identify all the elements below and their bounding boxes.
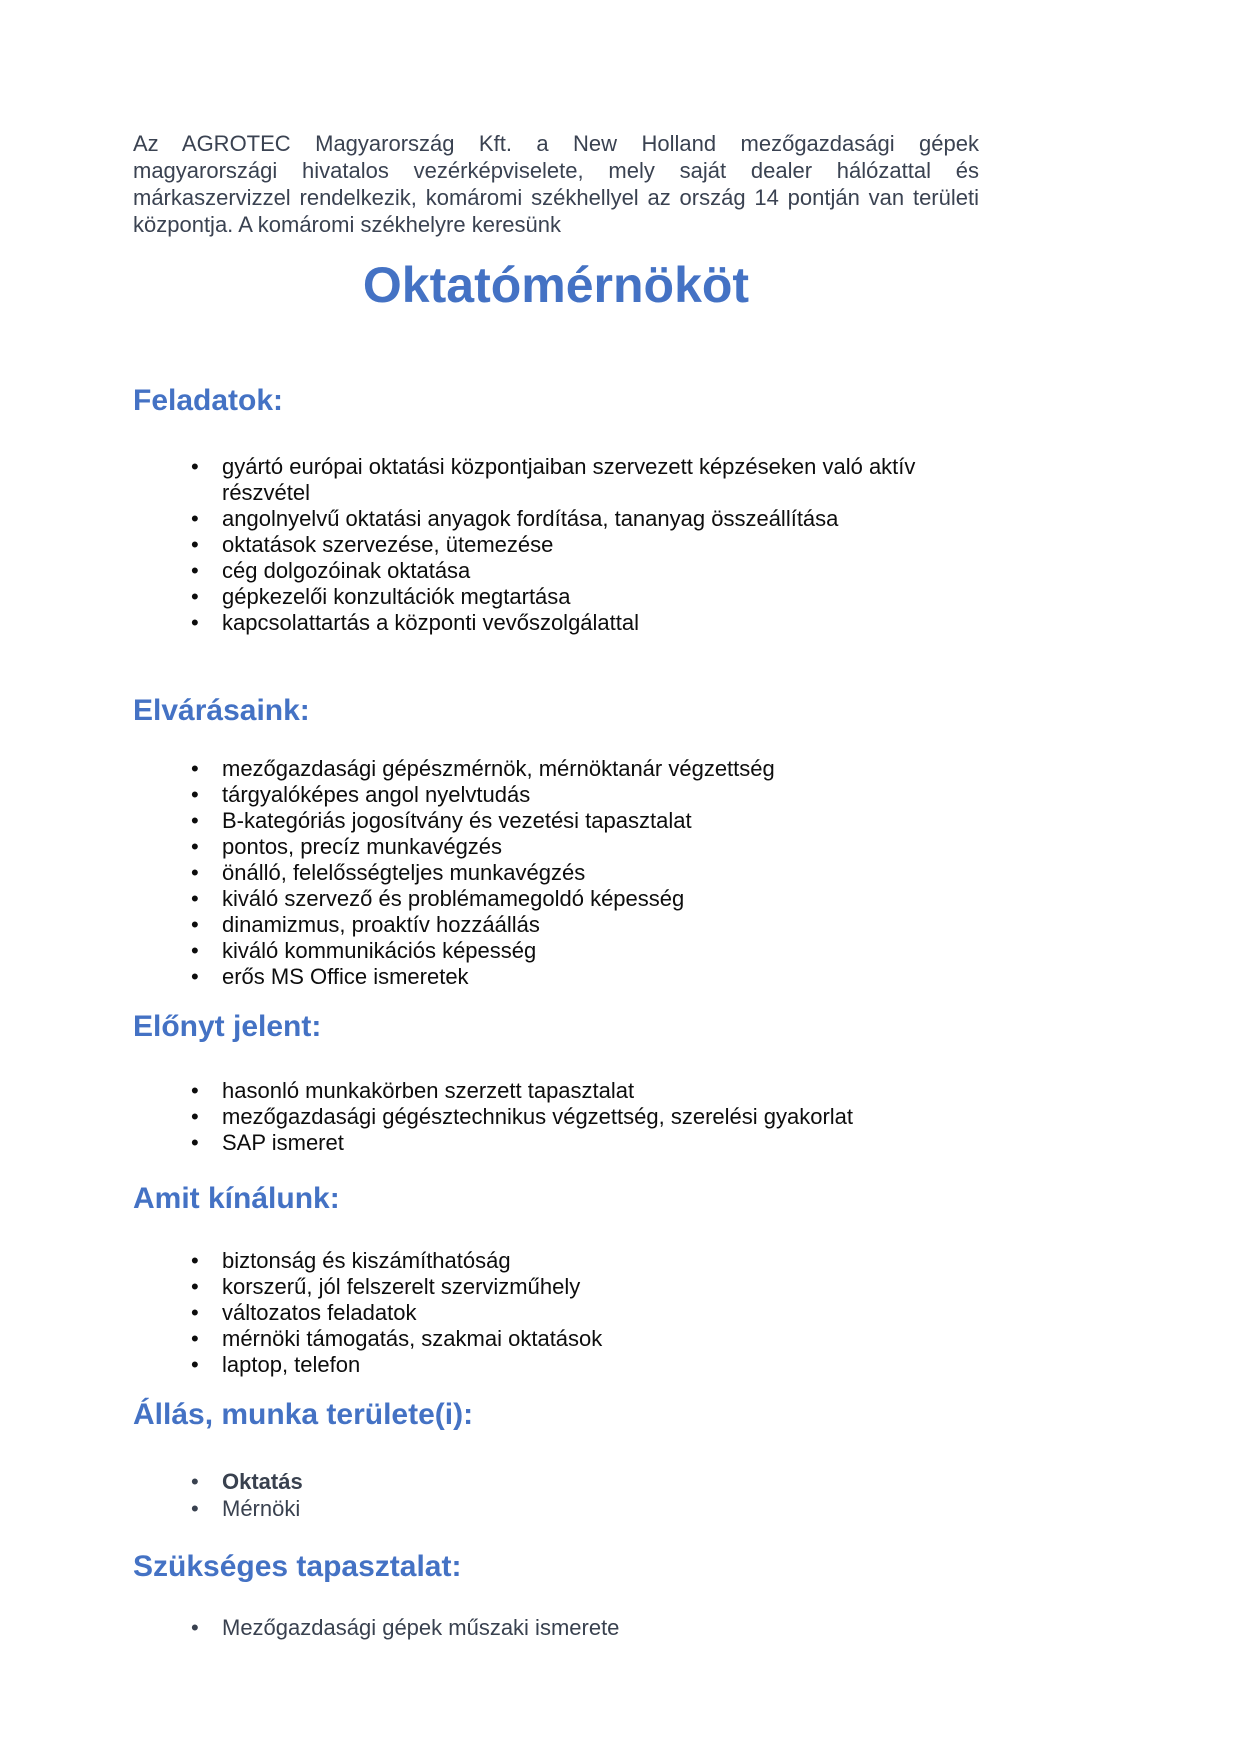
list-item-text: kapcsolattartás a központi vevőszolgálattal <box>222 610 640 635</box>
section-heading-allas-munka-terulete: Állás, munka területe(i): <box>133 1398 474 1431</box>
bullet-list-amit-kinalunk <box>133 1248 979 1378</box>
list-item-text: mezőgazdasági gégésztechnikus végzettség, szerelési gyakorlat <box>222 1104 854 1129</box>
list-item <box>133 1326 979 1352</box>
list-item-text: mérnöki támogatás, szakmai oktatások <box>222 1326 603 1351</box>
list-item-text: laptop, telefon <box>222 1352 361 1377</box>
list-item <box>133 912 979 938</box>
bullet-list-feladatok <box>133 454 979 636</box>
list-item <box>133 506 979 532</box>
list-item-text: B-kategóriás jogosítvány és vezetési tapasztalat <box>222 808 692 833</box>
list-item <box>133 1130 979 1156</box>
list-item <box>133 584 979 610</box>
list-item <box>133 1078 979 1104</box>
bullet-list-allas-munka-terulete <box>133 1468 979 1522</box>
list-item <box>133 1104 979 1130</box>
list-item-text: önálló, felelősségteljes munkavégzés <box>222 860 586 885</box>
list-item <box>133 938 979 964</box>
list-item <box>133 808 979 834</box>
list-item <box>133 558 979 584</box>
list-item <box>133 1468 979 1495</box>
list-item-text: oktatások szervezése, ütemezése <box>222 532 554 557</box>
bullet-list-elonyt-jelent <box>133 1078 979 1156</box>
list-item-text: pontos, precíz munkavégzés <box>222 834 503 859</box>
list-item <box>133 610 979 636</box>
section-heading-szukseges-tapasztalat: Szükséges tapasztalat: <box>133 1550 462 1583</box>
job-title: Oktatómérnököt <box>362 257 750 313</box>
list-item <box>133 860 979 886</box>
list-item-text: Mezőgazdasági gépek műszaki ismerete <box>222 1615 620 1640</box>
list-item-text: változatos feladatok <box>222 1300 417 1325</box>
list-item <box>133 886 979 912</box>
list-item <box>133 1248 979 1274</box>
section-heading-elvarasaink: Elvárásaink: <box>133 694 310 727</box>
list-item <box>133 532 979 558</box>
list-item-text: mezőgazdasági gépészmérnök, mérnöktanár végzettség <box>222 756 775 781</box>
list-item <box>133 834 979 860</box>
list-item <box>133 454 979 506</box>
section-allas-munka-terulete <box>133 1398 979 1522</box>
section-szukseges-tapasztalat <box>133 1550 979 1641</box>
list-item <box>133 1614 979 1641</box>
list-item-text: cég dolgozóinak oktatása <box>222 558 471 583</box>
list-item-text: kiváló kommunikációs képesség <box>222 938 537 963</box>
section-elvarasaink <box>133 694 979 990</box>
list-item-text: gépkezelői konzultációk megtartása <box>222 584 571 609</box>
list-item <box>133 1495 979 1522</box>
section-heading-amit-kinalunk: Amit kínálunk: <box>133 1182 340 1215</box>
list-item <box>133 1300 979 1326</box>
section-elonyt-jelent <box>133 1010 979 1156</box>
list-item-text: kiváló szervező és problémamegoldó képesség <box>222 886 685 911</box>
list-item <box>133 964 979 990</box>
list-item-text: dinamizmus, proaktív hozzáállás <box>222 912 540 937</box>
list-item-text: Mérnöki <box>222 1496 301 1521</box>
list-item <box>133 1352 979 1378</box>
list-item-text: tárgyalóképes angol nyelvtudás <box>222 782 531 807</box>
section-heading-elonyt-jelent: Előnyt jelent: <box>133 1010 322 1043</box>
list-item-text: SAP ismeret <box>222 1130 344 1155</box>
list-item-text: gyártó európai oktatási központjaiban szervezett képzéseken való aktív részvétel <box>222 454 916 505</box>
section-feladatok <box>133 384 979 636</box>
bullet-list-elvarasaink <box>133 756 979 990</box>
list-item <box>133 1274 979 1300</box>
list-item-text: erős MS Office ismeretek <box>222 964 469 989</box>
list-item-text: korszerű, jól felszerelt szervizműhely <box>222 1274 581 1299</box>
list-item <box>133 782 979 808</box>
list-item-text: angolnyelvű oktatási anyagok fordítása, tananyag összeállítása <box>222 506 839 531</box>
section-amit-kinalunk <box>133 1182 979 1378</box>
section-heading-feladatok: Feladatok: <box>133 384 284 417</box>
list-item <box>133 756 979 782</box>
list-item-text: hasonló munkakörben szerzett tapasztalat <box>222 1078 635 1103</box>
intro-paragraph: Az AGROTEC Magyarország Kft. a New Holland mezőgazdasági gépek magyarországi hivatalos vezérképviselete, mely saját dealer hálózattal és márkaszervizzel rendelkezik, komáromi székhellyel az ország 14 pontján van területi központja. A komáromi székhelyre keresünk <box>133 131 979 237</box>
list-item-text: biztonság és kiszámíthatóság <box>222 1248 511 1273</box>
bullet-list-szukseges-tapasztalat <box>133 1614 979 1641</box>
list-item-text: Oktatás <box>222 1469 303 1494</box>
